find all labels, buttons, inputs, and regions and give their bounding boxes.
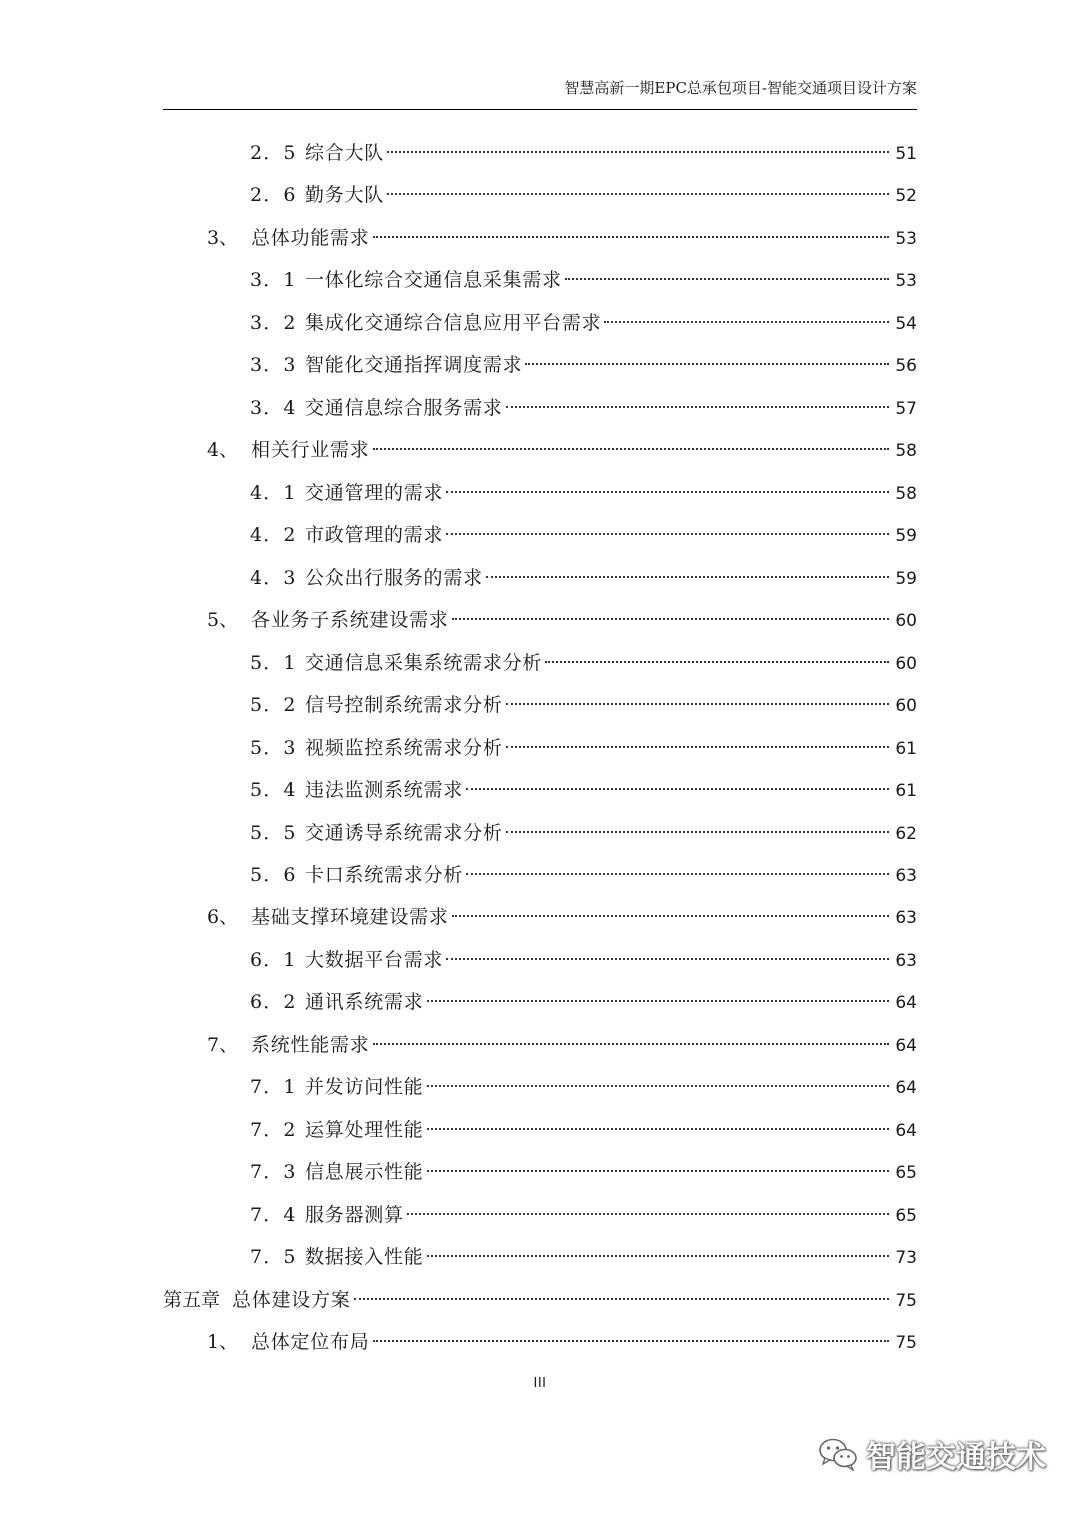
toc-entry[interactable]: [163, 1194, 917, 1236]
toc-entry-title: 公众出行服务的需求: [305, 566, 483, 589]
toc-entry[interactable]: [163, 727, 917, 769]
toc-entry-page: 60: [895, 653, 917, 674]
toc-dot-leader: [373, 448, 889, 450]
toc-entry-title: 市政管理的需求: [305, 524, 444, 547]
toc-entry-page: 62: [895, 823, 917, 844]
toc-entry[interactable]: [163, 1151, 917, 1193]
toc-entry-title: 总体定位布局: [251, 1331, 370, 1354]
toc-entry-page: 58: [895, 483, 917, 504]
toc-entry-page: 59: [895, 568, 917, 589]
toc-entry-title: 交通信息采集系统需求分析: [305, 651, 543, 674]
toc-entry-title: 综合大队: [305, 142, 385, 164]
toc-dot-leader: [354, 1298, 889, 1300]
toc-entry-number: 7、: [207, 1033, 239, 1056]
toc-entry-title: 通讯系统需求: [305, 991, 424, 1014]
toc-entry-title: 各业务子系统建设需求: [251, 609, 449, 632]
toc-entry-number: 5．4: [250, 779, 297, 802]
toc-dot-leader: [427, 1000, 889, 1002]
toc-entry[interactable]: [163, 387, 917, 429]
toc-entry-number: 2．6: [250, 184, 297, 207]
toc-entry-number: 5．5: [250, 821, 297, 844]
toc-entry-page: 56: [895, 356, 917, 377]
toc-entry[interactable]: [163, 1066, 917, 1108]
toc-dot-leader: [427, 1085, 889, 1087]
toc-dot-leader: [373, 1043, 889, 1045]
toc-entry[interactable]: [163, 514, 917, 556]
toc-entry-number: 5．1: [250, 651, 297, 674]
toc-entry-number: 5．2: [250, 694, 297, 717]
toc-entry-title: 总体建设方案: [232, 1288, 351, 1311]
toc-dot-leader: [506, 406, 889, 408]
toc-entry-number: 4．1: [250, 481, 297, 504]
table-of-contents: [163, 132, 917, 1364]
toc-entry-number: 3．2: [250, 311, 297, 334]
toc-entry-title: 集成化交通综合信息应用平台需求: [305, 311, 602, 334]
toc-entry-page: 63: [895, 950, 917, 971]
toc-entry-page: 54: [895, 313, 917, 334]
toc-entry[interactable]: [163, 429, 917, 471]
toc-entry[interactable]: [163, 939, 917, 981]
toc-dot-leader: [373, 1340, 889, 1342]
toc-dot-leader: [466, 873, 889, 875]
toc-entry-number: 4．3: [250, 566, 297, 589]
toc-entry-page: 60: [895, 696, 917, 717]
toc-entry-number: 6、: [207, 906, 239, 929]
toc-entry-number: 3、: [207, 226, 239, 249]
toc-entry-title: 大数据平台需求: [305, 948, 444, 971]
toc-dot-leader: [545, 661, 889, 663]
toc-entry-page: 64: [895, 993, 917, 1014]
toc-entry-number: 2．5: [250, 142, 297, 164]
toc-entry-number: 第五章: [163, 1288, 221, 1311]
toc-entry-title: 交通管理的需求: [305, 481, 444, 504]
toc-entry-title: 交通信息综合服务需求: [305, 396, 503, 419]
toc-entry-title: 基础支撑环境建设需求: [251, 906, 449, 929]
toc-entry[interactable]: [163, 812, 917, 854]
header-title: 智慧高新一期EPC总承包项目-智能交通项目设计方案: [564, 79, 917, 97]
toc-dot-leader: [446, 491, 889, 493]
toc-dot-leader: [407, 1213, 889, 1215]
header-rule: [163, 109, 917, 110]
toc-entry-number: 5、: [207, 609, 239, 632]
toc-dot-leader: [466, 788, 889, 790]
toc-dot-leader: [506, 831, 889, 833]
toc-dot-leader: [446, 958, 889, 960]
toc-entry-page: 51: [895, 144, 917, 164]
toc-entry-title: 并发访问性能: [305, 1076, 424, 1099]
toc-entry[interactable]: [163, 472, 917, 514]
toc-entry-title: 相关行业需求: [251, 439, 370, 462]
toc-entry-number: 3．4: [250, 396, 297, 419]
toc-entry-number: 6．2: [250, 991, 297, 1014]
toc-entry-page: 61: [895, 781, 917, 802]
toc-dot-leader: [387, 193, 889, 195]
toc-dot-leader: [387, 151, 889, 153]
toc-dot-leader: [446, 533, 889, 535]
document-header: [163, 76, 917, 100]
toc-dot-leader: [427, 1255, 889, 1257]
toc-entry-number: 5．3: [250, 736, 297, 759]
toc-entry-title: 一体化综合交通信息采集需求: [305, 269, 562, 292]
toc-dot-leader: [565, 278, 889, 280]
toc-dot-leader: [525, 363, 889, 365]
toc-entry[interactable]: [163, 1279, 917, 1321]
toc-entry[interactable]: [163, 174, 917, 216]
toc-dot-leader: [486, 576, 889, 578]
toc-entry[interactable]: [163, 769, 917, 811]
toc-entry[interactable]: [163, 259, 917, 301]
toc-dot-leader: [452, 915, 889, 917]
toc-entry-page: 64: [895, 1120, 917, 1141]
toc-dot-leader: [427, 1128, 889, 1130]
toc-entry-page: 75: [895, 1333, 917, 1354]
toc-entry-page: 63: [895, 865, 917, 886]
toc-entry[interactable]: [163, 642, 917, 684]
toc-entry-number: 5．6: [250, 863, 297, 886]
toc-entry[interactable]: [163, 599, 917, 641]
toc-entry-title: 信号控制系统需求分析: [305, 694, 503, 717]
toc-dot-leader: [604, 321, 889, 323]
toc-dot-leader: [506, 703, 889, 705]
toc-entry-number: 7．2: [250, 1118, 297, 1141]
toc-entry-number: 4．2: [250, 524, 297, 547]
toc-entry[interactable]: [163, 1236, 917, 1278]
toc-entry[interactable]: [163, 1109, 917, 1151]
toc-entry-page: 65: [895, 1163, 917, 1184]
toc-entry-number: 7．3: [250, 1161, 297, 1184]
toc-entry-page: 75: [895, 1290, 917, 1311]
toc-entry-number: 7．1: [250, 1076, 297, 1099]
toc-entry-title: 违法监测系统需求: [305, 779, 464, 802]
toc-entry-page: 58: [895, 441, 917, 462]
toc-entry-number: 7．4: [250, 1203, 297, 1226]
toc-entry[interactable]: [163, 1024, 917, 1066]
toc-entry-page: 65: [895, 1205, 917, 1226]
page-number: III: [533, 1376, 547, 1391]
toc-entry-page: 60: [895, 611, 917, 632]
toc-entry-number: 1、: [207, 1331, 239, 1354]
watermark: [818, 1432, 1046, 1476]
toc-entry[interactable]: [163, 981, 917, 1023]
toc-dot-leader: [452, 618, 889, 620]
toc-entry[interactable]: [163, 854, 917, 896]
toc-entry[interactable]: [163, 684, 917, 726]
toc-entry-page: 59: [895, 526, 917, 547]
toc-entry-title: 总体功能需求: [251, 226, 370, 249]
toc-entry-title: 服务器测算: [305, 1203, 404, 1226]
toc-entry-number: 6．1: [250, 948, 297, 971]
toc-entry[interactable]: [163, 557, 917, 599]
toc-entry-title: 系统性能需求: [251, 1033, 370, 1056]
toc-entry-title: 交通诱导系统需求分析: [305, 821, 503, 844]
toc-entry-page: 61: [895, 738, 917, 759]
toc-entry-page: 53: [895, 271, 917, 292]
toc-entry[interactable]: [163, 217, 917, 259]
toc-entry-number: 7．5: [250, 1246, 297, 1269]
toc-entry-page: 64: [895, 1078, 917, 1099]
toc-entry-page: 53: [895, 228, 917, 249]
toc-entry-title: 运算处理性能: [305, 1118, 424, 1141]
toc-entry-title: 数据接入性能: [305, 1246, 424, 1269]
toc-entry-page: 63: [895, 908, 917, 929]
toc-entry-page: 64: [895, 1035, 917, 1056]
toc-entry-page: 57: [895, 398, 917, 419]
toc-entry[interactable]: [163, 132, 917, 174]
toc-entry-page: 73: [895, 1248, 917, 1269]
toc-entry[interactable]: [163, 302, 917, 344]
toc-dot-leader: [427, 1170, 889, 1172]
toc-entry-title: 信息展示性能: [305, 1161, 424, 1184]
toc-dot-leader: [506, 746, 889, 748]
toc-entry-page: 52: [895, 186, 917, 207]
watermark-text: 智能交通技术: [866, 1440, 1046, 1475]
wechat-icon: [818, 1437, 858, 1471]
toc-dot-leader: [373, 236, 889, 238]
toc-entry-number: 4、: [207, 439, 239, 462]
toc-entry-title: 视频监控系统需求分析: [305, 736, 503, 759]
toc-entry[interactable]: [163, 344, 917, 386]
toc-entry[interactable]: [163, 1321, 917, 1363]
toc-entry-number: 3．1: [250, 269, 297, 292]
toc-entry-number: 3．3: [250, 354, 297, 377]
toc-entry[interactable]: [163, 896, 917, 938]
toc-entry-title: 勤务大队: [305, 184, 385, 207]
toc-entry-title: 智能化交通指挥调度需求: [305, 354, 523, 377]
toc-entry-title: 卡口系统需求分析: [305, 863, 464, 886]
